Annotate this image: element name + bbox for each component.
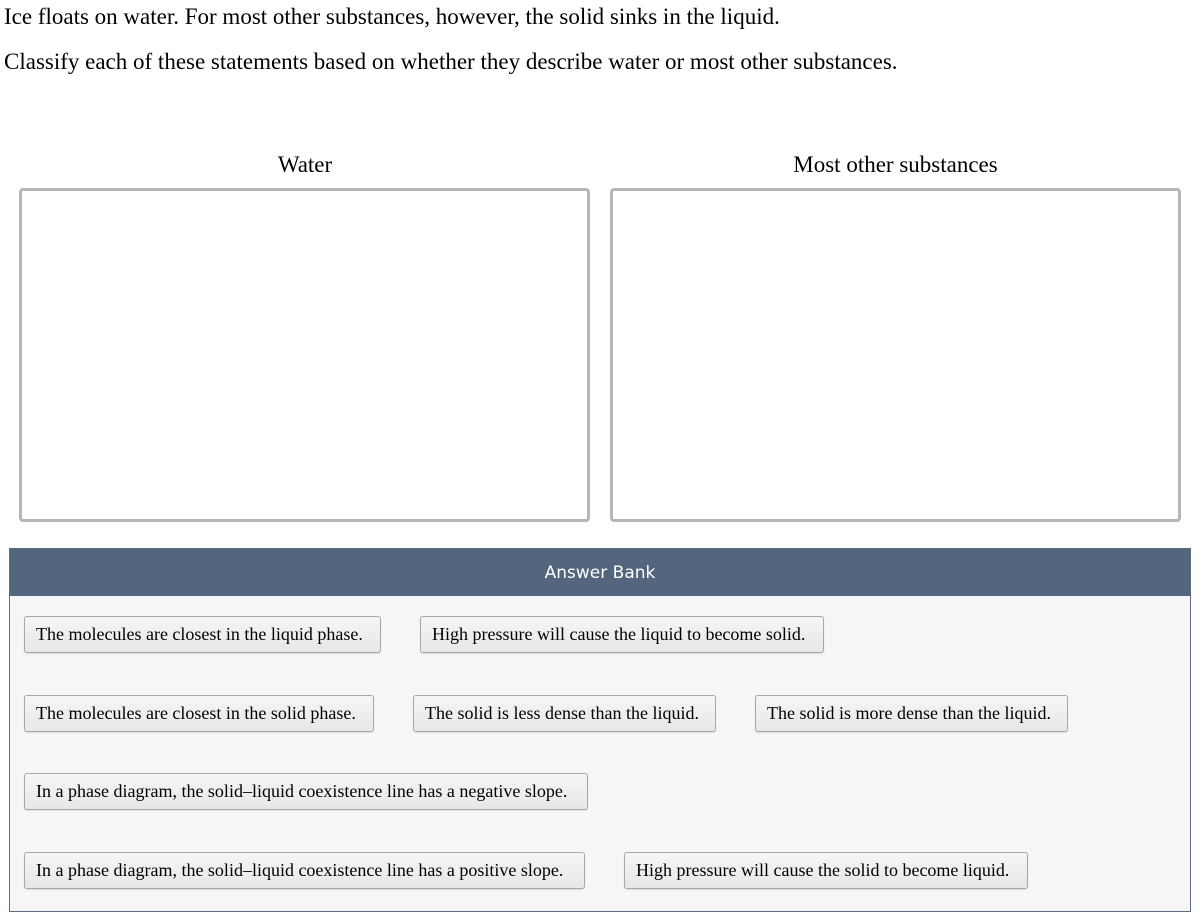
answer-chip[interactable]: The solid is more dense than the liquid. (755, 695, 1068, 732)
bin-title-water: Water (277, 152, 333, 177)
answer-bank-header: Answer Bank (10, 549, 1190, 596)
drop-zone-water[interactable] (19, 188, 590, 522)
answer-chip[interactable]: The molecules are closest in the solid phase. (24, 695, 374, 732)
question-intro: Ice floats on water. For most other substances, however, the solid sinks in the liquid. (4, 4, 780, 29)
answer-chip[interactable]: In a phase diagram, the solid–liquid coexistence line has a positive slope. (24, 852, 585, 889)
answer-chip[interactable]: The molecules are closest in the liquid phase. (24, 616, 381, 653)
answer-chip[interactable]: In a phase diagram, the solid–liquid coexistence line has a negative slope. (24, 773, 588, 810)
question-instruction: Classify each of these statements based on whether they describe water or most other substances. (4, 49, 898, 74)
bin-title-most-other-substances: Most other substances (793, 152, 998, 177)
answer-chip[interactable]: High pressure will cause the liquid to become solid. (420, 616, 824, 653)
answer-chip[interactable]: High pressure will cause the solid to become liquid. (624, 852, 1028, 889)
answer-bank[interactable] (9, 548, 1191, 912)
answer-chip[interactable]: The solid is less dense than the liquid. (413, 695, 716, 732)
drop-zone-most-other-substances[interactable] (610, 188, 1181, 522)
